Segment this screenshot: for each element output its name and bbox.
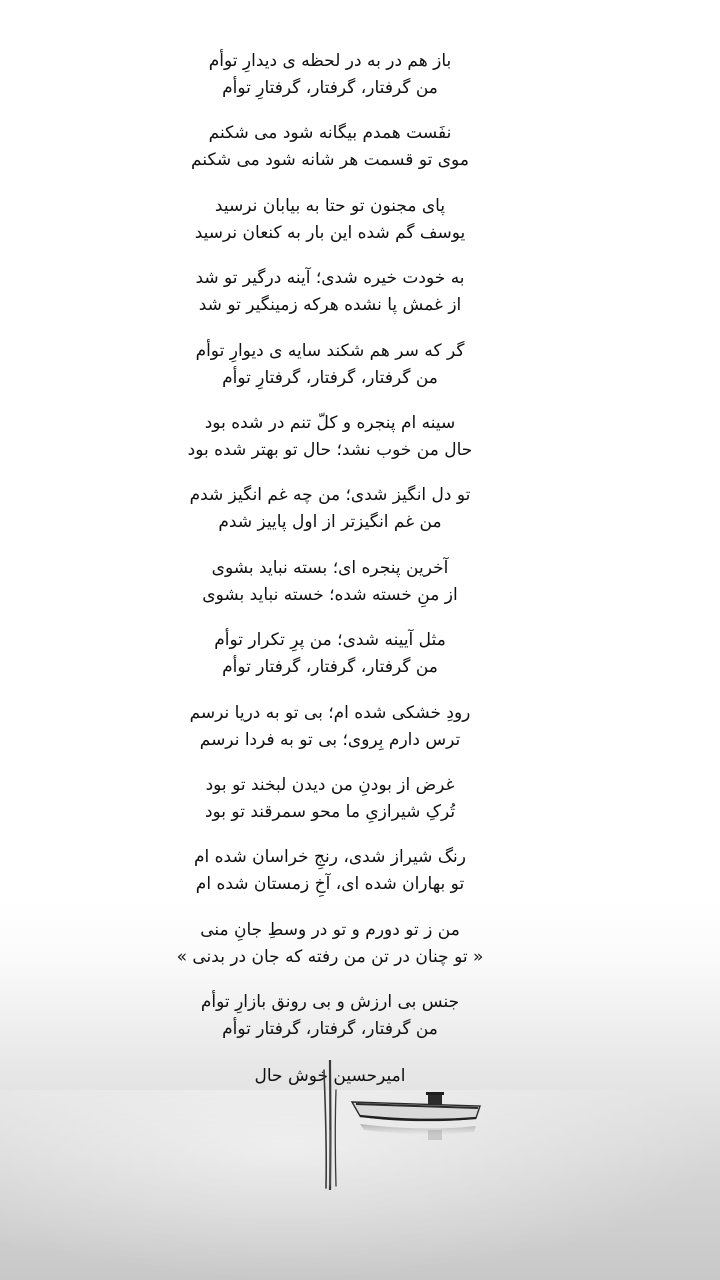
poem-line: موی تو قسمت هر شانه شود می شکنم bbox=[191, 150, 469, 171]
poem-line: جنس بی ارزش و بی رونق بازارِ توأم bbox=[200, 992, 460, 1013]
stanza bbox=[120, 193, 540, 265]
poem-line: من گرفتار، گرفتار، گرفتار توأم bbox=[222, 657, 438, 678]
stanza bbox=[120, 265, 540, 337]
poem-line: گر که سر هم شکند سایه ی دیوارِ توأم bbox=[195, 340, 465, 361]
poem-line: پای مجنون تو حتا به بیابان نرسید bbox=[214, 195, 446, 216]
stanza bbox=[120, 482, 540, 554]
poem-line: من ز تو دورم و تو در وسطِ جانِ منی bbox=[200, 919, 460, 940]
poem-line: من گرفتار، گرفتار، گرفتارِ توأم bbox=[222, 367, 438, 388]
boat-reflection-icon bbox=[330, 1124, 476, 1186]
poem-line: من غم انگیزتر از اول پاییز شدم bbox=[218, 512, 442, 533]
poem-line: من گرفتار، گرفتار، گرفتار توأم bbox=[222, 1019, 438, 1040]
poem-line: تُرکِ شیرازیِ ما محو سمرقند تو بود bbox=[204, 801, 456, 822]
poem-line: مثل آیینه شدی؛ من پرِ تکرار توأم bbox=[214, 630, 446, 651]
stanza bbox=[120, 338, 540, 410]
poem-line: باز هم در به در لحظه ی دیدارِ توأم bbox=[208, 51, 452, 71]
stanza bbox=[120, 844, 540, 916]
boat-icon bbox=[352, 1092, 480, 1120]
poem-line: از غمش پا نشده هرکه زمینگیر تو شد bbox=[198, 295, 462, 316]
poem-line: تو دل انگیز شدی؛ من چه غم انگیز شدم bbox=[189, 485, 471, 506]
stanza bbox=[120, 48, 540, 120]
boat-scene-illustration bbox=[290, 1060, 520, 1190]
stanza bbox=[120, 989, 540, 1061]
poem-line: رودِ خشکی شده ام؛ بی تو به دریا نرسم bbox=[189, 702, 471, 723]
poem-line: غرض از بودنِ من دیدن لبخند تو بود bbox=[205, 774, 455, 795]
poem-line: « تو چنان در تن من رفته که جان در بدنی » bbox=[176, 946, 484, 967]
author-signature: امیرحسین خوش حال bbox=[254, 1066, 406, 1087]
poem-line: سینه ام پنجره و کلّ تنم در شده بود bbox=[204, 412, 456, 433]
stanza bbox=[120, 555, 540, 627]
poem-line: یوسف گم شده این بار به کنعان نرسید bbox=[194, 222, 466, 243]
stanza bbox=[120, 410, 540, 482]
stanza bbox=[120, 120, 540, 192]
stanza bbox=[120, 700, 540, 772]
poem-line: از منِ خسته شده؛ خسته نباید بشوی bbox=[202, 584, 458, 605]
poem-line: من گرفتار، گرفتار، گرفتارِ توأم bbox=[222, 78, 438, 98]
poem-line: تو بهاران شده ای، آخِ زمستان شده ام bbox=[195, 874, 465, 895]
poem-body bbox=[120, 48, 540, 1090]
poem-line: ترس دارم بِروی؛ بی تو به فردا نرسم bbox=[199, 729, 461, 750]
stanza bbox=[120, 917, 540, 989]
stanza bbox=[120, 772, 540, 844]
poem-line: به خودت خیره شدی؛ آینه درگیر تو شد bbox=[195, 268, 465, 289]
poem-line: آخرین پنجره ای؛ بسته نباید بشوی bbox=[211, 557, 449, 578]
poem-line: رنگ شیراز شدی، رنجِ خراسان شده ام bbox=[194, 847, 466, 868]
poem-line: نفَست همدم بیگانه شود می شکنم bbox=[208, 123, 452, 144]
stanza bbox=[120, 627, 540, 699]
poem-line: حال من خوب نشد؛ حال تو بهتر شده بود bbox=[187, 439, 473, 460]
